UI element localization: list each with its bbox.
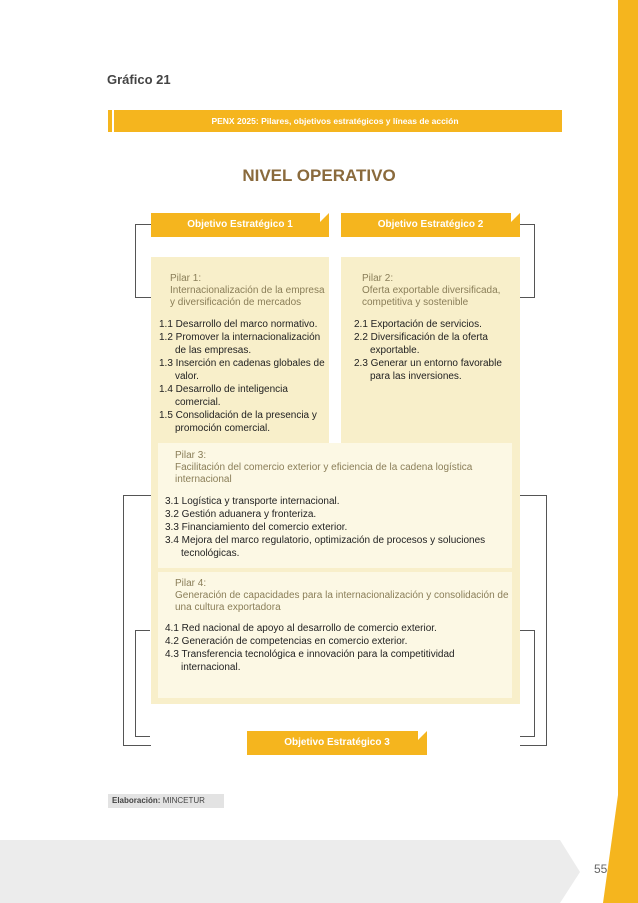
- footer-band: [0, 840, 618, 903]
- action-line-item: 1.3 Inserción en cadenas globales de valor.: [159, 358, 325, 382]
- action-line-item: 3.4 Mejora del marco regulatorio, optimización de procesos y soluciones tecnológicas.: [165, 535, 486, 559]
- credit-box: [108, 794, 224, 808]
- action-line-item: 1.4 Desarrollo de inteligencia comercial.: [159, 384, 288, 408]
- level-title: NIVEL OPERATIVO: [242, 166, 396, 185]
- action-line-item: 1.2 Promover la internacionalización de las empresas.: [159, 332, 321, 356]
- connector-obj2: [520, 224, 535, 298]
- pilar-3-items: [165, 495, 505, 560]
- objective-tab-2: Objetivo Estratégico 2: [341, 213, 520, 237]
- pilar-3-title: [175, 450, 505, 486]
- tab-corner-3: [418, 731, 427, 740]
- pilar-2-title: [362, 273, 517, 309]
- pilar-2-title-line: competitiva y sostenible: [362, 297, 469, 308]
- action-line-item: 2.1 Exportación de servicios.: [354, 319, 482, 330]
- action-line-item: 2.2 Diversificación de la oferta exportable.: [354, 332, 488, 356]
- tab-corner-1: [320, 213, 329, 222]
- figure-label: Gráfico 21: [107, 72, 171, 87]
- pilar-1-title-line: Pilar 1:: [170, 273, 202, 284]
- action-line-item: 1.1 Desarrollo del marco normativo.: [159, 319, 318, 330]
- action-line-item: 3.3 Financiamiento del comercio exterior.: [165, 522, 348, 533]
- credit-value: MINCETUR: [162, 796, 205, 805]
- pilar-1-title-line: y diversificación de mercados: [170, 297, 302, 308]
- objective-tab-3: Objetivo Estratégico 3: [247, 731, 427, 755]
- pilar-4-title-line: una cultura exportadora: [175, 602, 281, 613]
- action-line-item: 1.5 Consolidación de la presencia y promoción comercial.: [159, 410, 317, 434]
- action-line-item: 3.1 Logística y transporte internacional.: [165, 496, 340, 507]
- side-accent-bar: [618, 0, 638, 903]
- pilar-4-title-line: Pilar 4:: [175, 578, 207, 589]
- credit-label: Elaboración:: [112, 796, 161, 805]
- pilar-3-title-line: Pilar 3:: [175, 450, 207, 461]
- pilar-4-title: [175, 578, 510, 614]
- pilar-2-title-line: Pilar 2:: [362, 273, 394, 284]
- side-fold: [603, 795, 618, 903]
- connector-obj3-left-inner: [135, 630, 150, 737]
- pilar-1-items: [159, 318, 327, 435]
- tab-corner-2: [511, 213, 520, 222]
- header-title: PENX 2025: Pilares, objetivos estratégicos y líneas de acción: [211, 116, 459, 126]
- pilar-3-title-line: Facilitación del comercio exterior y eficiencia de la cadena logística: [175, 462, 473, 473]
- pilar-2-title-line: Oferta exportable diversificada,: [362, 285, 501, 296]
- action-line-item: 3.2 Gestión aduanera y fronteriza.: [165, 509, 317, 520]
- footer-notch: [560, 840, 580, 903]
- pilar-2-items: [354, 318, 514, 383]
- connector-obj3-right-inner: [520, 630, 535, 737]
- pilar-3-title-line: internacional: [175, 474, 232, 485]
- objective-tab-1: Objetivo Estratégico 1: [151, 213, 329, 237]
- pilar-4-title-line: Generación de capacidades para la internacionalización y consolidación de: [175, 590, 509, 601]
- connector-obj1: [135, 224, 152, 298]
- action-line-item: 4.2 Generación de competencias en comercio exterior.: [165, 636, 408, 647]
- pilar-1-title-line: Internacionalización de la empresa: [170, 285, 325, 296]
- pilar-4-items: [165, 622, 505, 674]
- action-line-item: 2.3 Generar un entorno favorable para las inversiones.: [354, 358, 502, 382]
- pilar-1-title: [170, 273, 325, 309]
- action-line-item: 4.1 Red nacional de apoyo al desarrollo de comercio exterior.: [165, 623, 437, 634]
- page-number: 55: [594, 862, 608, 876]
- action-line-item: 4.3 Transferencia tecnológica e innovación para la competitividad internacional.: [165, 649, 455, 673]
